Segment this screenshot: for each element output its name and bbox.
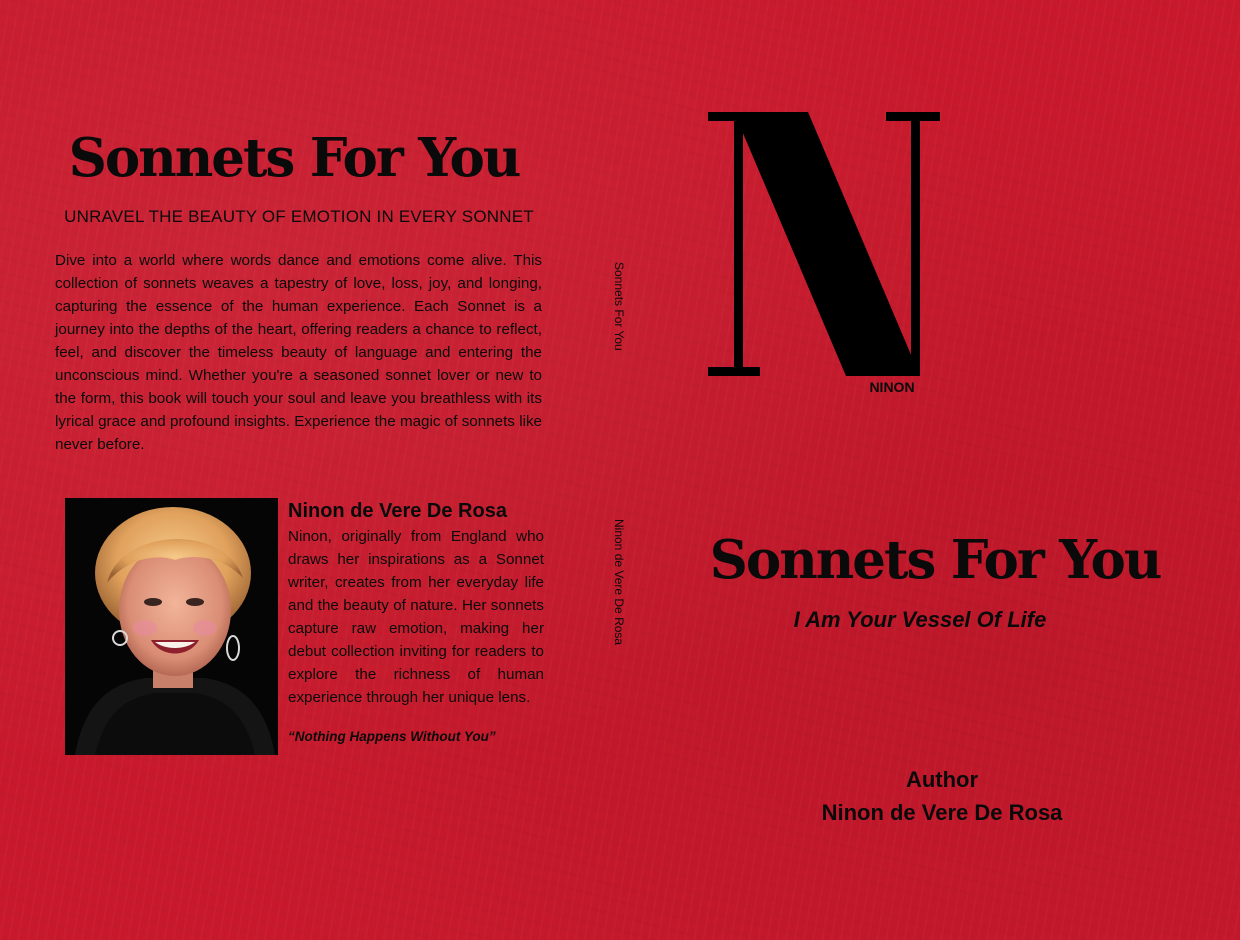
front-cover-author-name: Ninon de Vere De Rosa [821,800,1063,825]
front-cover-title: Sonnets For You [709,529,1161,591]
author-photo [65,498,278,755]
back-cover-author-name: Ninon de Vere De Rosa [288,500,507,522]
author-label: Author [905,767,979,792]
author-bio: Ninon, originally from England who draws her inspirations as a Sonnet writer, creates from her everyday life and the beauty of nature. Her sonnets capture raw emotion, making her debut collection inviting for readers to explore the richness of human experience through her unique lens. [288,528,544,706]
back-cover-blurb: Dive into a world where words dance and emotions come alive. This collection of sonnets weaves a tapestry of love, loss, joy, and longing, capturing the essence of the human experience. Each Sonnet is a journey into the depths of the heart, offering readers a chance to reflect, feel, and discover the timeless beauty of language and entering the unconscious mind. Whether you're a seasoned sonnet lover or new to the form, this book will touch your soul and leave you breathless with its lyrical grace and profound insights. Experience the magic of sonnets like never before. [55,252,542,453]
spine-author: Ninon de Vere De Rosa [612,519,626,646]
front-cover-subtitle: I Am Your Vessel Of Life [793,607,1047,632]
logo-subtext: NINON [869,379,915,395]
author-quote: “Nothing Happens Without You” [288,729,496,744]
back-cover-tagline: UNRAVEL THE BEAUTY OF EMOTION IN EVERY SONNET [64,207,534,226]
logo-n-mark [708,112,940,376]
author-portrait-illustration [65,498,278,755]
spine-title: Sonnets For You [612,262,626,351]
back-cover-title: Sonnets For You [68,127,520,189]
